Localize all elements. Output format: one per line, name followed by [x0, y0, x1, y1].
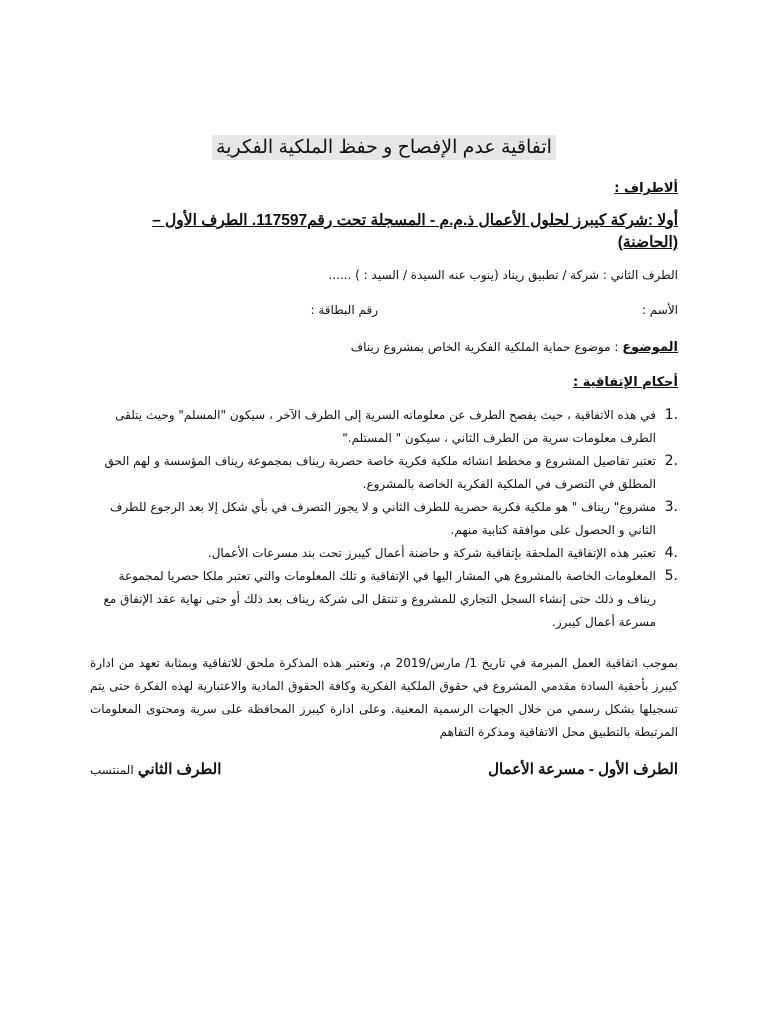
name-id-row	[90, 299, 678, 321]
subject-text: : موضوع حماية الملكية الفكرية الخاص بمشروع ريناف	[350, 340, 623, 354]
clause-item	[100, 565, 678, 634]
parties-heading: ألاطراف :	[614, 181, 678, 196]
clause-item	[100, 450, 678, 496]
clause-text: المعلومات الخاصة بالمشروع هي المشار اليها في الإتفاقية و تلك المعلومات والتي تعتبر ملكا حصريا لمجموعة ريناف و ذلك حتى إنشاء السجل التجاري للمشروع و تنتقل الى شركة ريناف بعد ذلك أو حتى نهاية عقد الإتفاق مع مسرعة أعمال كيبرز.	[103, 569, 656, 629]
clause-number: 4.	[664, 545, 678, 561]
clause-item	[100, 496, 678, 542]
subject-line	[90, 336, 678, 359]
clause-number: 5.	[664, 568, 678, 584]
first-party-signature-label: الطرف الأول - مسرعة الأعمال	[488, 761, 678, 778]
id-card-label: رقم البطاقة :	[310, 303, 378, 317]
clause-text: مشروع" ريناف " هو ملكية فكرية حصرية للطرف الثاني و لا يجوز التصرف في بأي شكل إلا بعد الرجوع للطرف الثاني و الحصول على موافقة كتابية منهم.	[109, 500, 656, 537]
first-party-line: أولا :شركة كيبرز لحلول الأعمال ذ.م.م - المسجلة تحت رقم117597. الطرف الأول – (الحاضنة)	[152, 212, 678, 251]
second-party-member-label: المنتسب	[90, 763, 134, 777]
clauses-list	[100, 404, 678, 634]
second-party-signature-label	[90, 760, 390, 778]
second-party-bold-label: الطرف الثاني	[137, 761, 222, 778]
subject-label: الموضوع	[622, 340, 678, 355]
clause-number: 2.	[664, 453, 678, 469]
clause-number: 1.	[664, 407, 678, 423]
clause-item	[100, 404, 678, 450]
second-party-line: الطرف الثاني : شركة / تطبيق ريناد (ينوب عنه السيدة / السيد : ) ......	[328, 268, 678, 282]
clause-number: 3.	[664, 499, 678, 515]
clause-item	[100, 542, 678, 565]
name-label: الأسم :	[641, 303, 678, 317]
document-title-text: اتفاقية عدم الإفصاح و حفظ الملكية الفكرية	[212, 135, 556, 160]
clause-text: تعتبر هذه الإتفاقية الملحقة بإتفاقية شركة و حاضنة أعمال كيبرز تحت بند مسرعات الأعمال.	[207, 546, 656, 560]
closing-paragraph: بموجب اتفاقية العمل المبرمة في تاريخ 1/ مارس/2019 م، وتعتبر هذه المذكرة ملحق للاتفاقية وبمثابة تعهد من ادارة كيبرز بأحقية السادة مقدمي المشروع في حقوق الملكية الفكرية وكافة الحقوق المادية والاعتبارية لهذه الفكرة حتى يتم تسجيلها بشكل رسمي من خلال الجهات الرسمية المعنية. وعلى ادارة كيبرز المحافظة على سرية ومحتوى المعلومات المرتبطة بالتطبيق محل الاتفاقية ومذكرة التفاهم	[90, 656, 678, 739]
terms-heading: أحكام الإتفاقية :	[572, 375, 678, 390]
document-title	[90, 136, 678, 159]
clause-text: تعتبر تفاصيل المشروع و مخطط انشائه ملكية فكرية خاصة حصرية ريناف بمجموعة ريناف المؤسسة و لهم الحق المطلق في التصرف في الملكية الفكرية الخاصة بالمشروع.	[104, 454, 656, 491]
clause-text: في هذه الاتفاقية ، حيث يفصح الطرف عن معلوماته السرية إلى الطرف الآخر ، سيكون "المسلم" وحيث يتلقى الطرف معلومات سرية من الطرف الثاني ، سيكون " المستلم."	[115, 408, 656, 445]
